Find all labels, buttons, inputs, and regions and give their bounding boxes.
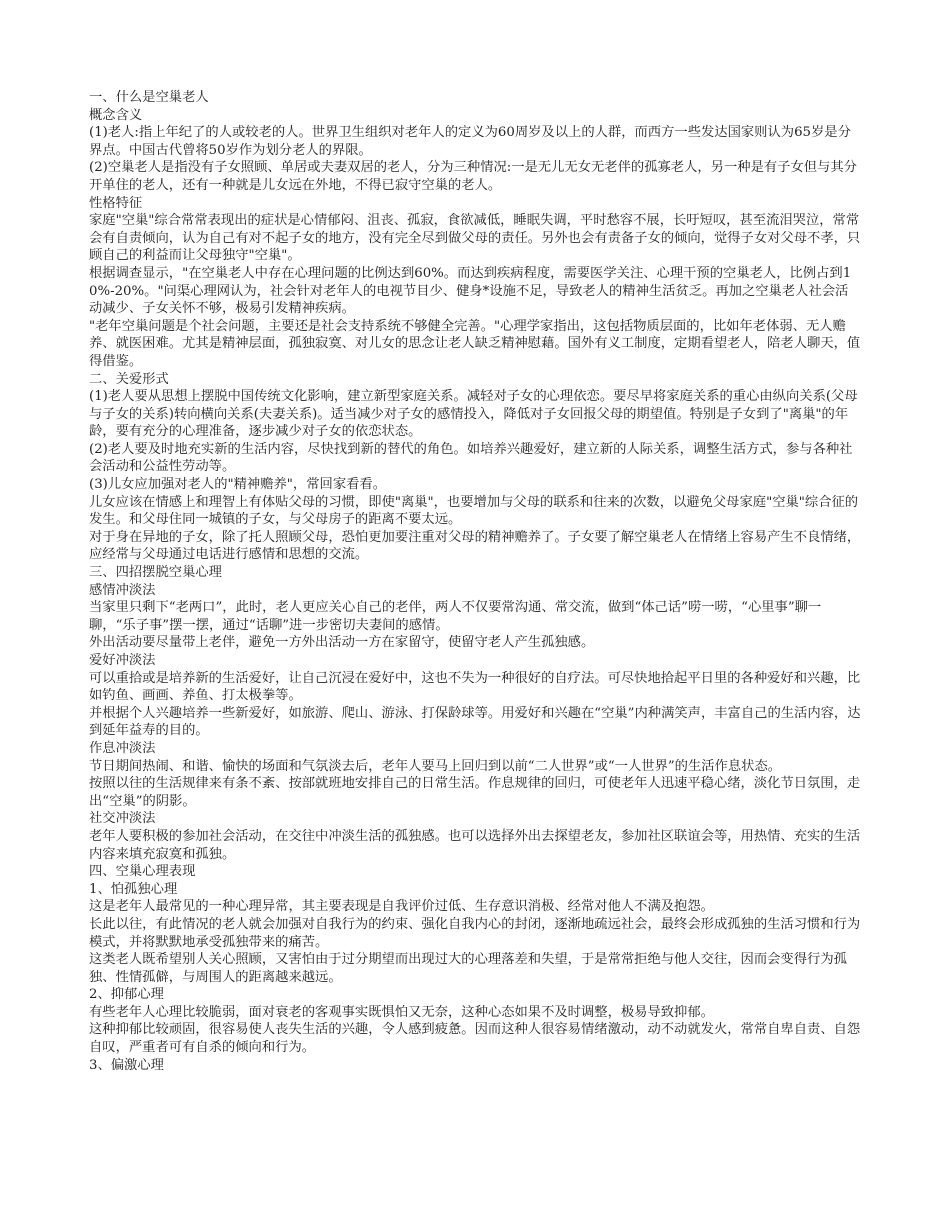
paragraph: 这是老年人最常见的一种心理异常，其主要表现是自我评价过低、生存意识消极、经常对他人不满及抱怨。 bbox=[89, 899, 714, 915]
subheading: 1、怕孤独心理 bbox=[89, 881, 178, 897]
paragraph: 当家里只剩下“老两口”，此时，老人更应关心自己的老伴，两人不仅要常沟通、常交流，做到“体己话”唠一唠，“心里事”聊一聊，“乐子事”摆一摆，通过“话聊”进一步密切夫妻间的感情。 bbox=[89, 600, 822, 633]
paragraph: 根据调查显示，"在空巢老人中存在心理问题的比例达到60%。而达到疾病程度，需要医学关注、心理干预的空巢老人，比例占到10%-20%。"问渠心理网认为，社会针对老年人的电视节目少、健身*设施不足，导致老人的精神生活贫乏。再加之空巢老人社会活动减少、子女关怀不够，极易引发精神疾病。 bbox=[89, 265, 852, 317]
subheading: 概念含义 bbox=[89, 107, 143, 123]
subheading: 3、偏激心理 bbox=[89, 1057, 164, 1073]
paragraph: "老年空巢问题是个社会问题，主要还是社会支持系统不够健全完善。"心理学家指出，这包括物质层面的，比如年老体弱、无人赡养、就医困难。尤其是精神层面，孤独寂寞、对儿女的思念让老人缺乏精神慰藉。国外有义工制度，定期看望老人，陪老人聊天，值得借鉴。 bbox=[89, 318, 861, 369]
paragraph: 节日期间热闹、和谐、愉快的场面和气氛淡去后，老年人要马上回归到以前“二人世界”或“一人世界”的生活作息状态。 bbox=[89, 758, 782, 774]
section-heading: 四、空巢心理表现 bbox=[89, 864, 196, 880]
paragraph: (1)老人要从思想上摆脱中国传统文化影响，建立新型家庭关系。减轻对子女的心理依恋。要尽早将家庭关系的重心由纵向关系(父母与子女的关系)转向横向关系(夫妻关系)。适当减少对子女的感情投入，降低对子女回报父母的期望值。特别是子女到了"离巢"的年龄，要有充分的心理准备，逐步减少对子女的依恋状态。 bbox=[89, 389, 858, 440]
paragraph: 这种抑郁比较顽固，很容易使人丧失生活的兴趣，令人感到疲惫。因而这种人很容易情绪激动，动不动就发火，常常自卑自责、自怨自叹，严重者可有自杀的倾向和行为。 bbox=[89, 1022, 861, 1056]
document-page bbox=[89, 89, 861, 1074]
subheading: 作息冲淡法 bbox=[89, 740, 156, 756]
subheading: 2、抑郁心理 bbox=[89, 987, 164, 1003]
subheading: 感情冲淡法 bbox=[89, 582, 156, 598]
paragraph: (2)空巢老人是指没有子女照顾、单居或夫妻双居的老人，分为三种情况:一是无儿无女无老伴的孤寡老人，另一种是有子女但与其分开单住的老人，还有一种就是儿女远在外地，不得已寂守空巢的老人。 bbox=[89, 160, 857, 193]
paragraph: 对于身在异地的子女，除了托人照顾父母，恐怕更加要注重对父母的精神赡养了。子女要了解空巢老人在情绪上容易产生不良情绪，应经常与父母通过电话进行感情和思想的交流。 bbox=[89, 529, 861, 563]
section-heading: 三、四招摆脱空巢心理 bbox=[89, 565, 222, 581]
paragraph: 外出活动要尽量带上老伴，避免一方外出活动一方在家留守，使留守老人产生孤独感。 bbox=[89, 635, 595, 651]
paragraph: (3)儿女应加强对老人的"精神赡养"，常回家看看。 bbox=[89, 477, 387, 493]
paragraph: 可以重拾或是培养新的生活爱好，让自己沉浸在爱好中，这也不失为一种很好的自疗法。可尽快地拾起平日里的各种爱好和兴趣，比如钓鱼、画画、养鱼、打太极拳等。 bbox=[89, 670, 861, 704]
paragraph: 按照以往的生活规律来有条不紊、按部就班地安排自己的日常生活。作息规律的回归，可使老年人迅速平稳心绪，淡化节日氛围，走出“空巢”的阴影。 bbox=[89, 776, 861, 809]
section-heading: 一、什么是空巢老人 bbox=[89, 90, 209, 105]
section-heading: 二、关爱形式 bbox=[89, 371, 169, 387]
paragraph: 儿女应该在情感上和理智上有体贴父母的习惯，即使"离巢"，也要增加与父母的联系和往来的次数，以避免父母家庭"空巢"综合征的发生。和父母住同一城镇的子女，与父母房子的距离不要太远。 bbox=[89, 494, 859, 528]
paragraph: 长此以往，有此情况的老人就会加强对自我行为的约束、强化自我内心的封闭，逐渐地疏远社会，最终会形成孤独的生活习惯和行为模式，并将默默地承受孤独带来的痛苦。 bbox=[89, 916, 861, 950]
paragraph: (2)老人要及时地充实新的生活内容，尽快找到新的替代的角色。如培养兴趣爱好，建立新的人际关系，调整生活方式，参与各种社会活动和公益性劳动等。 bbox=[89, 441, 853, 475]
paragraph: 有些老年人心理比较脆弱，面对衰老的客观事实既惧怕又无奈，这种心态如果不及时调整，极易导致抑郁。 bbox=[89, 1004, 714, 1020]
paragraph: 老年人要积极的参加社会活动，在交往中冲淡生活的孤独感。也可以选择外出去探望老友，参加社区联谊会等，用热情、充实的生活内容来填充寂寞和孤独。 bbox=[89, 828, 861, 862]
paragraph: (1)老人:指上年纪了的人或较老的人。世界卫生组织对老年人的定义为60周岁及以上的人群，而西方一些发达国家则认为65岁是分界点。中国古代曾将50岁作为划分老人的界限。 bbox=[89, 125, 851, 158]
subheading: 爱好冲淡法 bbox=[89, 653, 156, 668]
paragraph: 家庭"空巢"综合常常表现出的症状是心情郁闷、沮丧、孤寂，食欲减低，睡眠失调，平时愁容不展，长吁短叹，甚至流泪哭泣，常常会有自责倾向，认为自己有对不起子女的地方，没有完全尽到做父母的责任。另外也会有责备子女的倾向，觉得子女对父母不孝，只顾自己的利益而让父母独守"空巢"。 bbox=[89, 213, 861, 264]
paragraph: 并根据个人兴趣培养一些新爱好，如旅游、爬山、游泳、打保龄球等。用爱好和兴趣在“空巢”内种满笑声，丰富自己的生活内容，达到延年益寿的目的。 bbox=[89, 705, 861, 739]
subheading: 性格特征 bbox=[89, 195, 143, 211]
paragraph: 这类老人既希望别人关心照顾，又害怕由于过分期望而出现过大的心理落差和失望，于是常常拒绝与他人交往，因而会变得行为孤独、性情孤僻，与周围人的距离越来越远。 bbox=[89, 952, 847, 985]
subheading: 社交冲淡法 bbox=[89, 811, 156, 827]
